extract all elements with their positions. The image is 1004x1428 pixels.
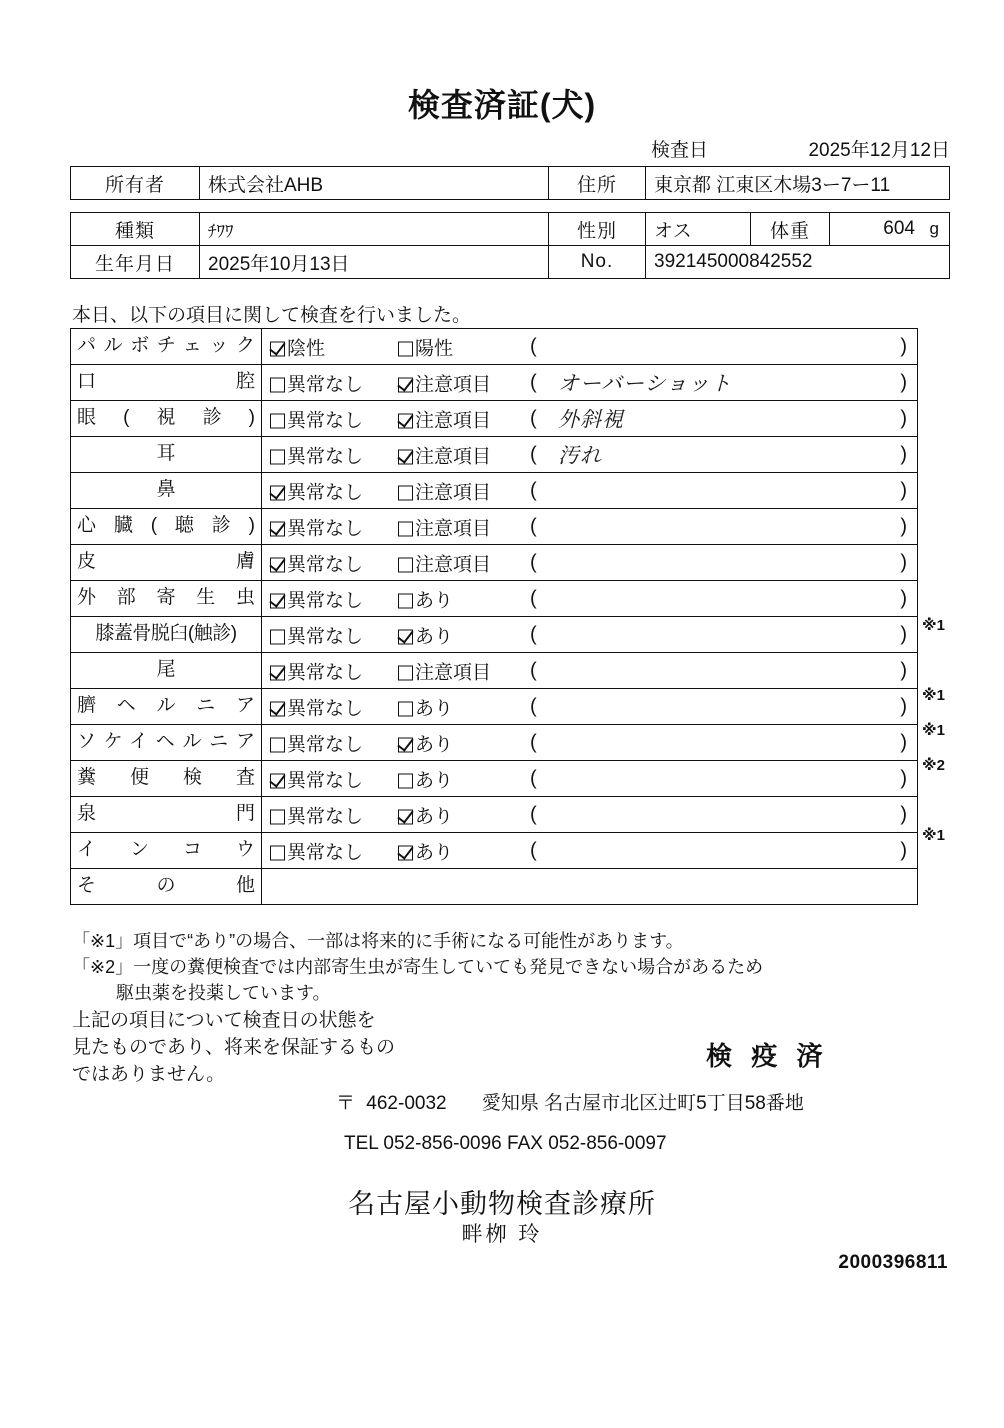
disclaimer-line-3: ではありません。 bbox=[72, 1063, 226, 1085]
exam-item-options bbox=[262, 869, 918, 905]
exam-option-b[interactable] bbox=[398, 513, 491, 540]
checkbox-empty-icon[interactable] bbox=[270, 629, 285, 644]
checkbox-checked-icon[interactable] bbox=[398, 449, 413, 464]
birthdate-value: 2025年10月13日 bbox=[200, 246, 549, 279]
exam-row bbox=[71, 401, 918, 437]
exam-option-b-label: 注意項目 bbox=[415, 446, 492, 467]
exam-item-label bbox=[71, 545, 262, 581]
exam-item-options bbox=[262, 725, 918, 761]
exam-item-options bbox=[262, 761, 918, 797]
postal-code: 462-0032 bbox=[366, 1093, 447, 1114]
exam-row bbox=[71, 689, 918, 725]
exam-option-b[interactable] bbox=[398, 621, 453, 648]
checkbox-checked-icon[interactable] bbox=[270, 773, 285, 788]
footnote-marker bbox=[922, 433, 1002, 468]
exam-option-b[interactable] bbox=[398, 801, 453, 828]
exam-option-a-label: 異常なし bbox=[287, 374, 364, 395]
exam-option-b-label: 注意項目 bbox=[415, 518, 492, 539]
checkbox-checked-icon[interactable] bbox=[270, 521, 285, 536]
note-paren-close: ) bbox=[900, 839, 907, 861]
exam-row bbox=[71, 437, 918, 473]
exam-item-label-text: 臍ヘルニア bbox=[77, 695, 255, 717]
footnote-marker: ※1 bbox=[922, 687, 945, 704]
checkbox-checked-icon[interactable] bbox=[270, 593, 285, 608]
checkbox-empty-icon[interactable] bbox=[398, 557, 413, 572]
exam-option-a-label: 異常なし bbox=[287, 626, 364, 647]
examination-table-wrapper bbox=[70, 328, 918, 905]
note-paren-close: ) bbox=[900, 551, 907, 573]
birthdate-label: 生年月日 bbox=[71, 246, 200, 279]
checkbox-checked-icon[interactable] bbox=[398, 809, 413, 824]
note-paren-open: ( bbox=[530, 407, 537, 429]
clinic-address bbox=[336, 1088, 804, 1115]
exam-item-label bbox=[71, 617, 262, 653]
exam-option-b[interactable] bbox=[398, 549, 491, 576]
exam-item-label bbox=[71, 329, 262, 365]
inspection-date-label: 検査日 bbox=[650, 140, 708, 161]
checkbox-checked-icon[interactable] bbox=[398, 629, 413, 644]
exam-item-label-text: 心臓(聴診) bbox=[77, 515, 255, 537]
checkbox-checked-icon[interactable] bbox=[270, 665, 285, 680]
footnote-marker bbox=[922, 363, 1002, 398]
checkbox-empty-icon[interactable] bbox=[270, 377, 285, 392]
checkbox-checked-icon[interactable] bbox=[270, 557, 285, 572]
exam-option-b[interactable] bbox=[398, 765, 453, 792]
exam-item-label-text: 眼(視診) bbox=[77, 407, 255, 429]
exam-item-options bbox=[262, 365, 918, 401]
no-label: No. bbox=[549, 246, 646, 279]
checkbox-checked-icon[interactable] bbox=[270, 701, 285, 716]
exam-item-label bbox=[71, 437, 262, 473]
exam-item-label bbox=[71, 797, 262, 833]
exam-option-a[interactable] bbox=[270, 621, 363, 648]
doctor-name: 畔栁 玲 bbox=[461, 1223, 543, 1246]
exam-item-label bbox=[71, 581, 262, 617]
checkbox-empty-icon[interactable] bbox=[270, 737, 285, 752]
exam-item-options bbox=[262, 689, 918, 725]
note-paren-open: ( bbox=[530, 515, 537, 537]
exam-option-a-label: 異常なし bbox=[287, 662, 364, 683]
exam-option-a[interactable] bbox=[270, 765, 363, 792]
checkbox-empty-icon[interactable] bbox=[398, 593, 413, 608]
exam-option-b[interactable] bbox=[398, 405, 491, 432]
exam-option-a-label: 異常なし bbox=[287, 698, 364, 719]
note-paren-close: ) bbox=[900, 335, 907, 357]
exam-option-a[interactable] bbox=[270, 441, 363, 468]
exam-option-b-label: 注意項目 bbox=[415, 410, 492, 431]
exam-item-options bbox=[262, 401, 918, 437]
exam-option-a-label: 異常なし bbox=[287, 410, 364, 431]
note-paren-open: ( bbox=[530, 659, 537, 681]
exam-option-a[interactable] bbox=[270, 657, 363, 684]
exam-option-a[interactable] bbox=[270, 513, 363, 540]
handwritten-note: 汚れ bbox=[558, 442, 602, 467]
exam-item-label-text: その他 bbox=[77, 875, 255, 897]
exam-item-label bbox=[71, 509, 262, 545]
exam-item-options bbox=[262, 797, 918, 833]
note-paren-close: ) bbox=[900, 587, 907, 609]
exam-option-a-label: 異常なし bbox=[287, 446, 364, 467]
exam-item-label-text: 鼻 bbox=[156, 479, 176, 501]
clinic-tel-fax: TEL 052-856-0096 FAX 052-856-0097 bbox=[344, 1133, 667, 1154]
footnote-marker bbox=[922, 538, 1002, 573]
checkbox-empty-icon[interactable] bbox=[398, 701, 413, 716]
note-paren-open: ( bbox=[530, 371, 537, 393]
note-paren-open: ( bbox=[530, 479, 537, 501]
footnote-marker: ※1 bbox=[922, 722, 945, 739]
note-paren-close: ) bbox=[900, 767, 907, 789]
footnote-marker-column bbox=[922, 328, 1002, 888]
note-paren-close: ) bbox=[900, 623, 907, 645]
exam-item-options bbox=[262, 473, 918, 509]
page-title: 検査済証(犬) bbox=[407, 87, 597, 123]
exam-option-b[interactable] bbox=[398, 837, 453, 864]
checkbox-empty-icon[interactable] bbox=[398, 773, 413, 788]
no-value: 392145000842552 bbox=[646, 246, 950, 279]
checkbox-empty-icon[interactable] bbox=[270, 449, 285, 464]
exam-option-b[interactable] bbox=[398, 657, 491, 684]
exam-option-b[interactable] bbox=[398, 477, 491, 504]
exam-item-label bbox=[71, 473, 262, 509]
exam-item-label bbox=[71, 653, 262, 689]
exam-option-b[interactable] bbox=[398, 333, 453, 360]
exam-row bbox=[71, 581, 918, 617]
exam-item-label-text: パルボチェック bbox=[77, 335, 255, 357]
exam-option-b-label: あり bbox=[415, 770, 454, 791]
exam-option-b-label: あり bbox=[415, 590, 454, 611]
exam-item-label bbox=[71, 365, 262, 401]
exam-option-a-label: 異常なし bbox=[287, 842, 364, 863]
exam-row bbox=[71, 869, 918, 905]
exam-option-b[interactable] bbox=[398, 441, 491, 468]
note-paren-close: ) bbox=[900, 803, 907, 825]
note-paren-close: ) bbox=[900, 443, 907, 465]
exam-row bbox=[71, 653, 918, 689]
exam-option-a[interactable] bbox=[270, 369, 363, 396]
exam-item-label-text: ソケイヘルニア bbox=[77, 731, 255, 753]
note-paren-close: ) bbox=[900, 407, 907, 429]
exam-row bbox=[71, 509, 918, 545]
note-paren-open: ( bbox=[530, 803, 537, 825]
exam-option-b[interactable] bbox=[398, 585, 453, 612]
exam-item-label-text: インコウ bbox=[77, 839, 255, 861]
exam-option-a[interactable] bbox=[270, 585, 363, 612]
footnote-marker: ※2 bbox=[922, 757, 945, 774]
exam-item-label bbox=[71, 401, 262, 437]
exam-option-a-label: 異常なし bbox=[287, 590, 364, 611]
checkbox-empty-icon[interactable] bbox=[398, 485, 413, 500]
checkbox-checked-icon[interactable] bbox=[398, 413, 413, 428]
note-paren-open: ( bbox=[530, 731, 537, 753]
exam-row bbox=[71, 761, 918, 797]
exam-option-b[interactable] bbox=[398, 693, 453, 720]
exam-option-b-label: 注意項目 bbox=[415, 482, 492, 503]
inspection-date-value: 2025年12月12日 bbox=[808, 140, 950, 161]
exam-item-label-text: 泉門 bbox=[77, 803, 255, 825]
exam-option-b-label: 注意項目 bbox=[415, 662, 492, 683]
exam-item-label bbox=[71, 833, 262, 869]
exam-option-a[interactable] bbox=[270, 729, 363, 756]
breed-sex-weight-row bbox=[71, 213, 950, 246]
note-paren-open: ( bbox=[530, 587, 537, 609]
note-paren-close: ) bbox=[900, 515, 907, 537]
exam-option-a-label: 異常なし bbox=[287, 806, 364, 827]
reference-number: 2000396811 bbox=[838, 1252, 948, 1273]
exam-option-b-label: あり bbox=[415, 698, 454, 719]
owner-row bbox=[71, 167, 950, 200]
footnote-marker bbox=[922, 783, 1002, 818]
footnote-marker bbox=[922, 503, 1002, 538]
exam-item-options bbox=[262, 833, 918, 869]
note-paren-open: ( bbox=[530, 767, 537, 789]
exam-item-label bbox=[71, 761, 262, 797]
disclaimer-line-2: 見たものであり、将来を保証するもの bbox=[72, 1036, 396, 1058]
footnote-marker: ※1 bbox=[922, 617, 945, 634]
exam-option-b-label: 注意項目 bbox=[415, 374, 492, 395]
animal-info-table bbox=[70, 212, 950, 279]
exam-item-options bbox=[262, 545, 918, 581]
exam-option-a-label: 異常なし bbox=[287, 554, 364, 575]
note-paren-close: ) bbox=[900, 731, 907, 753]
footnote-marker bbox=[922, 328, 1002, 363]
breed-label: 種類 bbox=[71, 213, 200, 246]
exam-option-a[interactable] bbox=[270, 693, 363, 720]
exam-option-a-label: 異常なし bbox=[287, 518, 364, 539]
exam-row bbox=[71, 329, 918, 365]
weight-label: 体重 bbox=[751, 213, 830, 246]
checkbox-checked-icon[interactable] bbox=[398, 737, 413, 752]
footnote-2-line2: 駆虫薬を投薬しています。 bbox=[116, 983, 331, 1004]
intro-text: 本日、以下の項目に関して検査を行いました。 bbox=[72, 305, 472, 326]
exam-item-label-text: 口腔 bbox=[77, 371, 255, 393]
checkbox-empty-icon[interactable] bbox=[398, 341, 413, 356]
exam-option-a-label: 異常なし bbox=[287, 482, 364, 503]
footnote-marker bbox=[922, 468, 1002, 503]
exam-item-label bbox=[71, 689, 262, 725]
disclaimer-line-1: 上記の項目について検査日の状態を bbox=[72, 1010, 376, 1031]
exam-item-label-text: 皮膚 bbox=[77, 551, 255, 573]
note-paren-close: ) bbox=[900, 695, 907, 717]
note-paren-close: ) bbox=[900, 479, 907, 501]
exam-option-a-label: 異常なし bbox=[287, 770, 364, 791]
exam-option-b[interactable] bbox=[398, 369, 491, 396]
exam-option-a[interactable] bbox=[270, 405, 363, 432]
footnote-marker bbox=[922, 853, 1002, 888]
exam-option-b-label: あり bbox=[415, 734, 454, 755]
checkbox-checked-icon[interactable] bbox=[398, 845, 413, 860]
exam-item-label bbox=[71, 869, 262, 905]
address-value: 東京都 江東区木場3ー7ー11 bbox=[646, 167, 950, 200]
weight-unit: g bbox=[929, 219, 939, 238]
exam-option-b-label: あり bbox=[415, 842, 454, 863]
note-paren-open: ( bbox=[530, 335, 537, 357]
clinic-name: 名古屋小動物検査診療所 bbox=[348, 1189, 656, 1219]
disclaimer-text bbox=[72, 1008, 492, 1089]
exam-option-a[interactable] bbox=[270, 801, 363, 828]
exam-option-a[interactable] bbox=[270, 477, 363, 504]
exam-item-label-text: 膝蓋骨脱臼(触診) bbox=[95, 623, 237, 645]
footnote-2-line1: 「※2」一度の糞便検査では内部寄生虫が寄生していても発見できない場合があるため bbox=[72, 957, 764, 978]
exam-option-b-label: あり bbox=[415, 806, 454, 827]
exam-item-options bbox=[262, 653, 918, 689]
inspection-date-row bbox=[70, 135, 950, 163]
weight-value-cell bbox=[830, 213, 950, 246]
exam-item-options bbox=[262, 329, 918, 365]
exam-option-a-label: 異常なし bbox=[287, 734, 364, 755]
exam-item-options bbox=[262, 581, 918, 617]
checkbox-empty-icon[interactable] bbox=[398, 665, 413, 680]
note-paren-open: ( bbox=[530, 695, 537, 717]
checkbox-empty-icon[interactable] bbox=[270, 809, 285, 824]
exam-option-b-label: 注意項目 bbox=[415, 554, 492, 575]
handwritten-note: オーバーショット bbox=[558, 370, 733, 395]
exam-row bbox=[71, 725, 918, 761]
note-paren-open: ( bbox=[530, 443, 537, 465]
breed-value: ﾁﾜﾜ bbox=[200, 213, 549, 246]
footnote-marker bbox=[922, 398, 1002, 433]
note-paren-close: ) bbox=[900, 659, 907, 681]
exam-row bbox=[71, 797, 918, 833]
checkbox-empty-icon[interactable] bbox=[398, 521, 413, 536]
exam-option-a[interactable] bbox=[270, 837, 363, 864]
footnote-marker: ※1 bbox=[922, 827, 945, 844]
exam-item-label-text: 耳 bbox=[156, 443, 176, 465]
owner-value: 株式会社AHB bbox=[200, 167, 549, 200]
note-paren-open: ( bbox=[530, 623, 537, 645]
checkbox-checked-icon[interactable] bbox=[270, 341, 285, 356]
note-paren-open: ( bbox=[530, 551, 537, 573]
birthdate-no-row bbox=[71, 246, 950, 279]
handwritten-note: 外斜視 bbox=[558, 406, 624, 431]
checkbox-empty-icon[interactable] bbox=[270, 845, 285, 860]
address-text: 愛知県 名古屋市北区辻町5丁目58番地 bbox=[481, 1093, 804, 1114]
address-label: 住所 bbox=[549, 167, 646, 200]
exam-row bbox=[71, 365, 918, 401]
exam-row bbox=[71, 617, 918, 653]
postal-mark-icon: 〒 bbox=[336, 1093, 356, 1114]
exam-item-label-text: 外部寄生虫 bbox=[77, 587, 255, 609]
sex-value: オス bbox=[646, 213, 751, 246]
owner-label: 所有者 bbox=[71, 167, 200, 200]
footnotes bbox=[72, 928, 942, 1006]
exam-row bbox=[71, 473, 918, 509]
exam-item-options bbox=[262, 437, 918, 473]
exam-option-b[interactable] bbox=[398, 729, 453, 756]
footnote-marker bbox=[922, 573, 1002, 608]
exam-option-b-label: 陽性 bbox=[415, 338, 454, 359]
exam-row bbox=[71, 545, 918, 581]
note-paren-close: ) bbox=[900, 371, 907, 393]
owner-table bbox=[70, 166, 950, 200]
exam-option-a[interactable] bbox=[270, 333, 325, 360]
footnote-1: 「※1」項目で“あり”の場合、一部は将来的に手術になる可能性があります。 bbox=[72, 931, 684, 951]
exam-item-label-text: 糞便検査 bbox=[77, 767, 255, 789]
note-paren-open: ( bbox=[530, 839, 537, 861]
checkbox-checked-icon[interactable] bbox=[398, 377, 413, 392]
exam-row bbox=[71, 833, 918, 869]
exam-option-b-label: あり bbox=[415, 626, 454, 647]
exam-item-label-text: 尾 bbox=[156, 659, 176, 681]
quarantine-stamp: 検 疫 済 bbox=[706, 1041, 829, 1071]
exam-option-a-label: 陰性 bbox=[287, 338, 326, 359]
exam-item-label bbox=[71, 725, 262, 761]
examination-table bbox=[70, 328, 918, 905]
footnote-marker bbox=[922, 643, 1002, 678]
exam-item-options bbox=[262, 509, 918, 545]
weight-value: 604 bbox=[883, 218, 915, 239]
sex-label: 性別 bbox=[549, 213, 646, 246]
checkbox-checked-icon[interactable] bbox=[270, 485, 285, 500]
exam-option-a[interactable] bbox=[270, 549, 363, 576]
exam-item-options bbox=[262, 617, 918, 653]
checkbox-empty-icon[interactable] bbox=[270, 413, 285, 428]
